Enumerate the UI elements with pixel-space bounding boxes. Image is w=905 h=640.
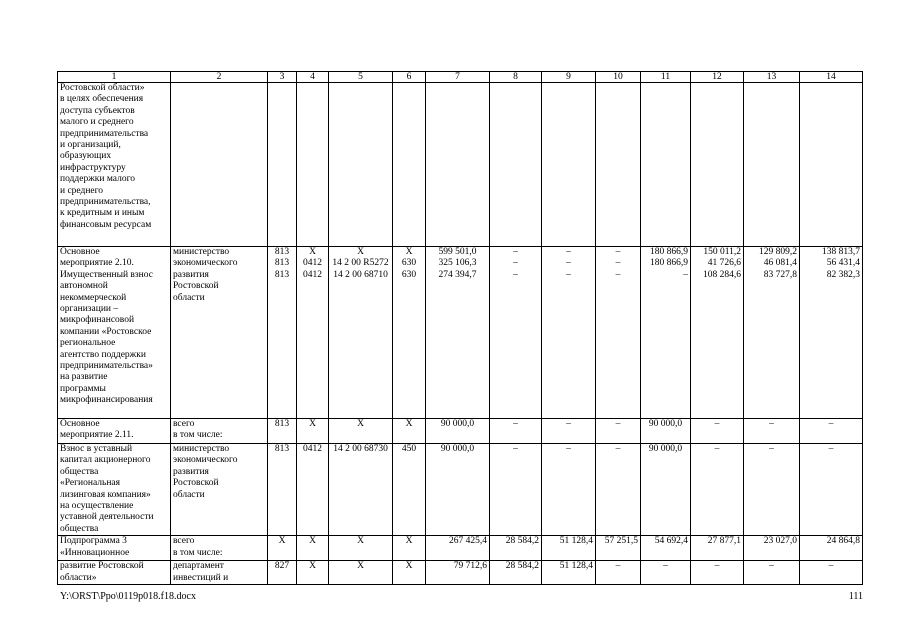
budget-table [57, 71, 863, 585]
value-cell: Х [393, 561, 426, 585]
table-row [58, 247, 863, 419]
measure-name-cell: Подпрограмма 3 «Инновационное [58, 536, 171, 561]
executor-cell: всего в том числе: [171, 419, 268, 444]
value-cell: – [691, 561, 744, 585]
value-cell: – [800, 561, 863, 585]
value-cell: 599 501,0 325 106,3 274 394,7 [426, 247, 490, 419]
value-cell: 90 000,0 [426, 419, 490, 444]
value-cell: Х 14 2 00 R5272 14 2 00 68710 [329, 247, 393, 419]
value-cell: – [596, 444, 641, 536]
measure-name-cell: Взнос в уставный капитал акционерного общества «Региональная лизинговая компания» на осуществление уставной деятельности общества [58, 444, 171, 536]
value-cell: 813 [268, 444, 297, 536]
value-cell: 54 692,4 [641, 536, 691, 561]
value-cell: Х 0412 0412 [297, 247, 329, 419]
value-cell: 90 000,0 [641, 419, 691, 444]
table-row [58, 419, 863, 444]
value-cell: Х [329, 419, 393, 444]
header-cell: 13 [744, 72, 800, 83]
value-cell: 150 011,2 41 726,6 108 284,6 [691, 247, 744, 419]
header-cell: 2 [171, 72, 268, 83]
value-cell: 24 864,8 [800, 536, 863, 561]
file-path: Y:\ORST\Ppo\0119p018.f18.docx [60, 591, 196, 602]
executor-cell: министерство экономического развития Ростовской области [171, 247, 268, 419]
value-cell: Х [297, 561, 329, 585]
value-cell: Х 630 630 [393, 247, 426, 419]
value-cell: Х [297, 536, 329, 561]
measure-name-cell: Основное мероприятие 2.11. [58, 419, 171, 444]
value-cell: 23 027,0 [744, 536, 800, 561]
value-cell: – [800, 444, 863, 536]
value-cell: – [744, 561, 800, 585]
value-cell: 813 813 813 [268, 247, 297, 419]
value-cell: 51 128,4 [542, 536, 596, 561]
value-cell: Х [393, 536, 426, 561]
value-cell: – [800, 419, 863, 444]
value-cell: 28 584,2 [490, 536, 542, 561]
value-cell: Х [329, 536, 393, 561]
page-number: 111 [848, 591, 863, 602]
value-cell: – [691, 419, 744, 444]
value-cell: – [542, 419, 596, 444]
header-cell: 9 [542, 72, 596, 83]
header-cell: 8 [490, 72, 542, 83]
value-cell: 14 2 00 68730 [329, 444, 393, 536]
header-cell: 1 [58, 72, 171, 83]
measure-name-cell: Основное мероприятие 2.10. Имущественный взнос автономной некоммерческой организации – микрофинансовой компании «Ростовское региональное агентство поддержки предпринимательства» на развитие программы микрофинансирования [58, 247, 171, 419]
value-cell: – [744, 444, 800, 536]
value-cell: – [596, 419, 641, 444]
header-cell: 7 [426, 72, 490, 83]
value-cell: – – – [596, 247, 641, 419]
value-cell: – [490, 419, 542, 444]
executor-cell: департамент инвестиций и [171, 561, 268, 585]
value-cell: 27 877,1 [691, 536, 744, 561]
header-cell: 10 [596, 72, 641, 83]
value-cell: – [490, 444, 542, 536]
value-cell: Х [268, 536, 297, 561]
value-cell: – – – [490, 247, 542, 419]
value-cell: – [596, 561, 641, 585]
value-cell: 90 000,0 [641, 444, 691, 536]
value-cell: Х [329, 561, 393, 585]
value-cell: 827 [268, 561, 297, 585]
table-row [58, 83, 863, 247]
executor-cell: всего в том числе: [171, 536, 268, 561]
value-cell: 51 128,4 [542, 561, 596, 585]
value-cell: 28 584,2 [490, 561, 542, 585]
value-cell: 138 813,7 56 431,4 82 382,3 [800, 247, 863, 419]
measure-name-cell: Ростовской области» в целях обеспечения доступа субъектов малого и среднего предпринимательства и организаций, образующих инфраструктуру поддержки малого и среднего предпринимательства, к кредитным и иным финансовым ресурсам [58, 83, 171, 247]
value-cell: 79 712,6 [426, 561, 490, 585]
value-cell: Х [297, 419, 329, 444]
value-cell: 813 [268, 419, 297, 444]
value-cell: 450 [393, 444, 426, 536]
table-row [58, 536, 863, 561]
header-cell: 14 [800, 72, 863, 83]
value-cell: 180 866,9 180 866,9 – [641, 247, 691, 419]
value-cell: 129 809,2 46 081,4 83 727,8 [744, 247, 800, 419]
header-row [58, 72, 863, 83]
header-cell: 12 [691, 72, 744, 83]
value-cell: 57 251,5 [596, 536, 641, 561]
table-row [58, 444, 863, 536]
header-cell: 5 [329, 72, 393, 83]
value-cell: – [542, 444, 596, 536]
value-cell: – [744, 419, 800, 444]
value-cell: 267 425,4 [426, 536, 490, 561]
header-cell: 4 [297, 72, 329, 83]
value-cell: 0412 [297, 444, 329, 536]
measure-name-cell: развитие Ростовской области» [58, 561, 171, 585]
executor-cell: министерство экономического развития Ростовской области [171, 444, 268, 536]
header-cell: 3 [268, 72, 297, 83]
header-cell: 6 [393, 72, 426, 83]
value-cell: – [691, 444, 744, 536]
value-cell: – – – [542, 247, 596, 419]
table-row [58, 561, 863, 585]
header-cell: 11 [641, 72, 691, 83]
value-cell: 90 000,0 [426, 444, 490, 536]
value-cell: Х [393, 419, 426, 444]
value-cell: – [641, 561, 691, 585]
